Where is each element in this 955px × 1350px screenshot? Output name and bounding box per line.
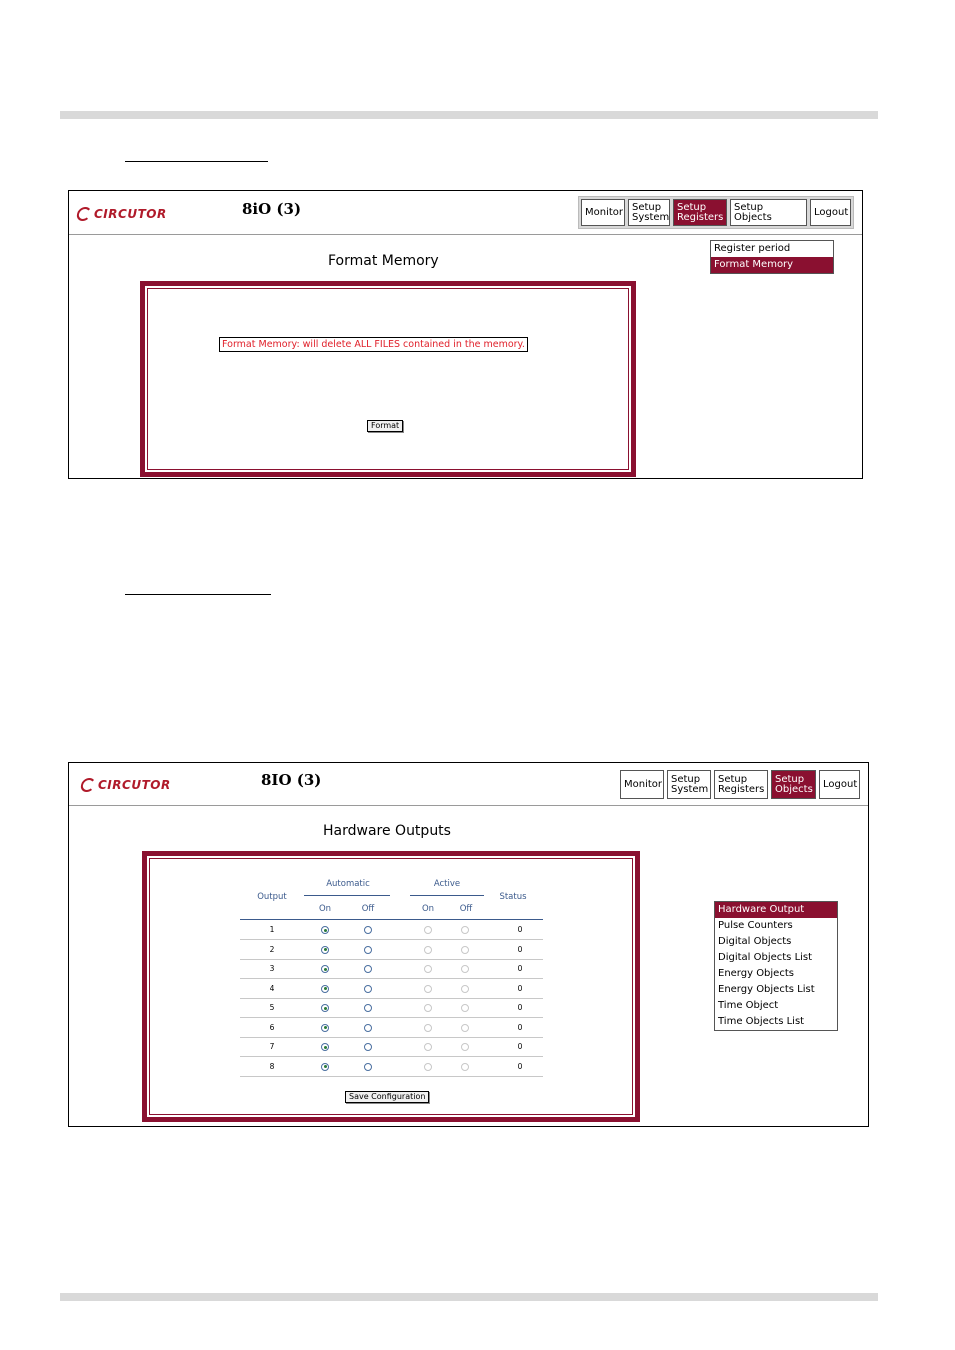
header-auto-on: On xyxy=(318,904,332,914)
automatic-on-radio[interactable] xyxy=(321,1024,329,1032)
header-separator xyxy=(69,805,868,806)
header-active-off: Off xyxy=(459,904,473,914)
automatic-on-radio[interactable] xyxy=(321,985,329,993)
active-on-radio xyxy=(424,1024,432,1032)
automatic-off-radio[interactable] xyxy=(364,1004,372,1012)
automatic-on-radio[interactable] xyxy=(321,1004,329,1012)
output-number: 7 xyxy=(269,1042,275,1051)
objects-submenu xyxy=(714,901,838,1031)
active-on-radio xyxy=(424,985,432,993)
row-divider xyxy=(240,998,543,999)
row-divider xyxy=(240,1076,543,1077)
submenu-register-period[interactable]: Register period xyxy=(714,243,791,254)
output-number: 3 xyxy=(269,964,275,973)
nav-setup-objects[interactable]: Setup Objects xyxy=(771,770,816,799)
bottom-rule xyxy=(60,1293,878,1301)
format-memory-screenshot xyxy=(68,190,863,479)
active-on-radio xyxy=(424,1043,432,1051)
nav-monitor[interactable]: Monitor xyxy=(620,770,664,799)
automatic-on-radio[interactable] xyxy=(321,946,329,954)
submenu-energy-objects[interactable]: Energy Objects xyxy=(718,968,794,979)
automatic-on-radio[interactable] xyxy=(321,926,329,934)
nav-monitor[interactable]: Monitor xyxy=(581,199,625,226)
active-on-radio xyxy=(424,926,432,934)
nav-setup-registers[interactable]: Setup Registers xyxy=(714,770,768,799)
automatic-off-radio[interactable] xyxy=(364,1024,372,1032)
output-number: 5 xyxy=(269,1003,275,1012)
output-status: 0 xyxy=(517,983,523,993)
active-off-radio xyxy=(461,985,469,993)
output-number: 8 xyxy=(269,1061,275,1071)
automatic-off-radio[interactable] xyxy=(364,985,372,993)
header-separator xyxy=(69,234,862,235)
active-off-radio xyxy=(461,965,469,973)
row-divider xyxy=(240,1017,543,1018)
circutor-logo-icon xyxy=(76,207,93,221)
output-status: 0 xyxy=(517,964,523,973)
automatic-off-radio[interactable] xyxy=(364,1063,372,1071)
header-automatic: Automatic xyxy=(326,879,370,889)
header-active: Active xyxy=(433,879,461,889)
device-title: 8IO (3) xyxy=(261,771,322,789)
row-divider xyxy=(240,939,543,940)
nav-setup-system[interactable]: Setup System xyxy=(628,199,670,226)
header-auto-off: Off xyxy=(361,904,375,914)
circutor-logo: CIRCUTOR xyxy=(77,207,167,221)
output-status: 0 xyxy=(517,1061,523,1071)
active-off-radio xyxy=(461,1043,469,1051)
row-divider xyxy=(240,978,543,979)
output-status: 0 xyxy=(517,925,523,934)
heading-underline xyxy=(125,594,271,595)
output-status: 0 xyxy=(517,1022,523,1032)
row-divider xyxy=(240,1056,543,1057)
registers-submenu xyxy=(710,240,834,274)
page-title: Format Memory xyxy=(328,253,439,269)
submenu-time-objects-list[interactable]: Time Objects List xyxy=(718,1016,805,1027)
automatic-off-radio[interactable] xyxy=(364,946,372,954)
main-nav xyxy=(618,768,862,801)
main-nav xyxy=(578,196,854,229)
automatic-on-radio[interactable] xyxy=(321,1063,329,1071)
output-status: 0 xyxy=(517,1003,523,1012)
active-on-radio xyxy=(424,946,432,954)
active-on-radio xyxy=(424,1063,432,1071)
automatic-off-radio[interactable] xyxy=(364,926,372,934)
active-off-radio xyxy=(461,1063,469,1071)
nav-setup-objects[interactable]: Setup Objects xyxy=(730,199,807,226)
header-active-on: On xyxy=(421,904,435,914)
format-button[interactable]: Format xyxy=(367,420,403,432)
active-on-radio xyxy=(424,965,432,973)
page-title: Hardware Outputs xyxy=(323,823,451,839)
submenu-digital-objects-list[interactable]: Digital Objects List xyxy=(718,952,813,963)
nav-setup-registers[interactable]: Setup Registers xyxy=(673,199,727,226)
top-rule xyxy=(60,111,878,119)
circutor-logo-icon xyxy=(80,778,97,792)
automatic-off-radio[interactable] xyxy=(364,965,372,973)
submenu-pulse-counters[interactable]: Pulse Counters xyxy=(718,920,793,931)
header-output: Output xyxy=(257,892,287,902)
nav-logout[interactable]: Logout xyxy=(819,770,860,799)
save-configuration-button[interactable]: Save Configuration xyxy=(345,1091,429,1103)
active-off-radio xyxy=(461,926,469,934)
output-number: 1 xyxy=(269,925,275,934)
active-underline xyxy=(410,895,484,896)
automatic-on-radio[interactable] xyxy=(321,1043,329,1051)
submenu-time-object[interactable]: Time Object xyxy=(718,1000,779,1011)
nav-setup-system[interactable]: Setup System xyxy=(667,770,711,799)
active-off-radio xyxy=(461,1004,469,1012)
automatic-off-radio[interactable] xyxy=(364,1043,372,1051)
nav-logout[interactable]: Logout xyxy=(810,199,851,226)
active-on-radio xyxy=(424,1004,432,1012)
row-divider xyxy=(240,959,543,960)
format-warning: Format Memory: will delete ALL FILES contained in the memory. xyxy=(219,337,528,352)
submenu-format-memory[interactable]: Format Memory xyxy=(711,257,833,273)
header-status: Status xyxy=(499,892,527,902)
output-number: 4 xyxy=(269,983,275,993)
active-off-radio xyxy=(461,946,469,954)
output-status: 0 xyxy=(517,1042,523,1051)
outputs-content-frame xyxy=(142,851,640,1122)
device-title: 8iO (3) xyxy=(242,200,302,218)
format-content-frame xyxy=(140,281,636,477)
submenu-hardware-output[interactable]: Hardware Output xyxy=(715,902,837,918)
output-status: 0 xyxy=(517,944,523,954)
submenu-energy-objects-list[interactable]: Energy Objects List xyxy=(718,984,815,995)
active-off-radio xyxy=(461,1024,469,1032)
automatic-underline xyxy=(304,895,390,896)
output-number: 6 xyxy=(269,1022,275,1032)
table-header-line xyxy=(240,919,543,920)
circutor-logo: CIRCUTOR xyxy=(81,778,171,792)
row-divider xyxy=(240,1037,543,1038)
heading-underline xyxy=(125,161,268,162)
submenu-digital-objects[interactable]: Digital Objects xyxy=(718,936,792,947)
output-number: 2 xyxy=(269,944,275,954)
automatic-on-radio[interactable] xyxy=(321,965,329,973)
